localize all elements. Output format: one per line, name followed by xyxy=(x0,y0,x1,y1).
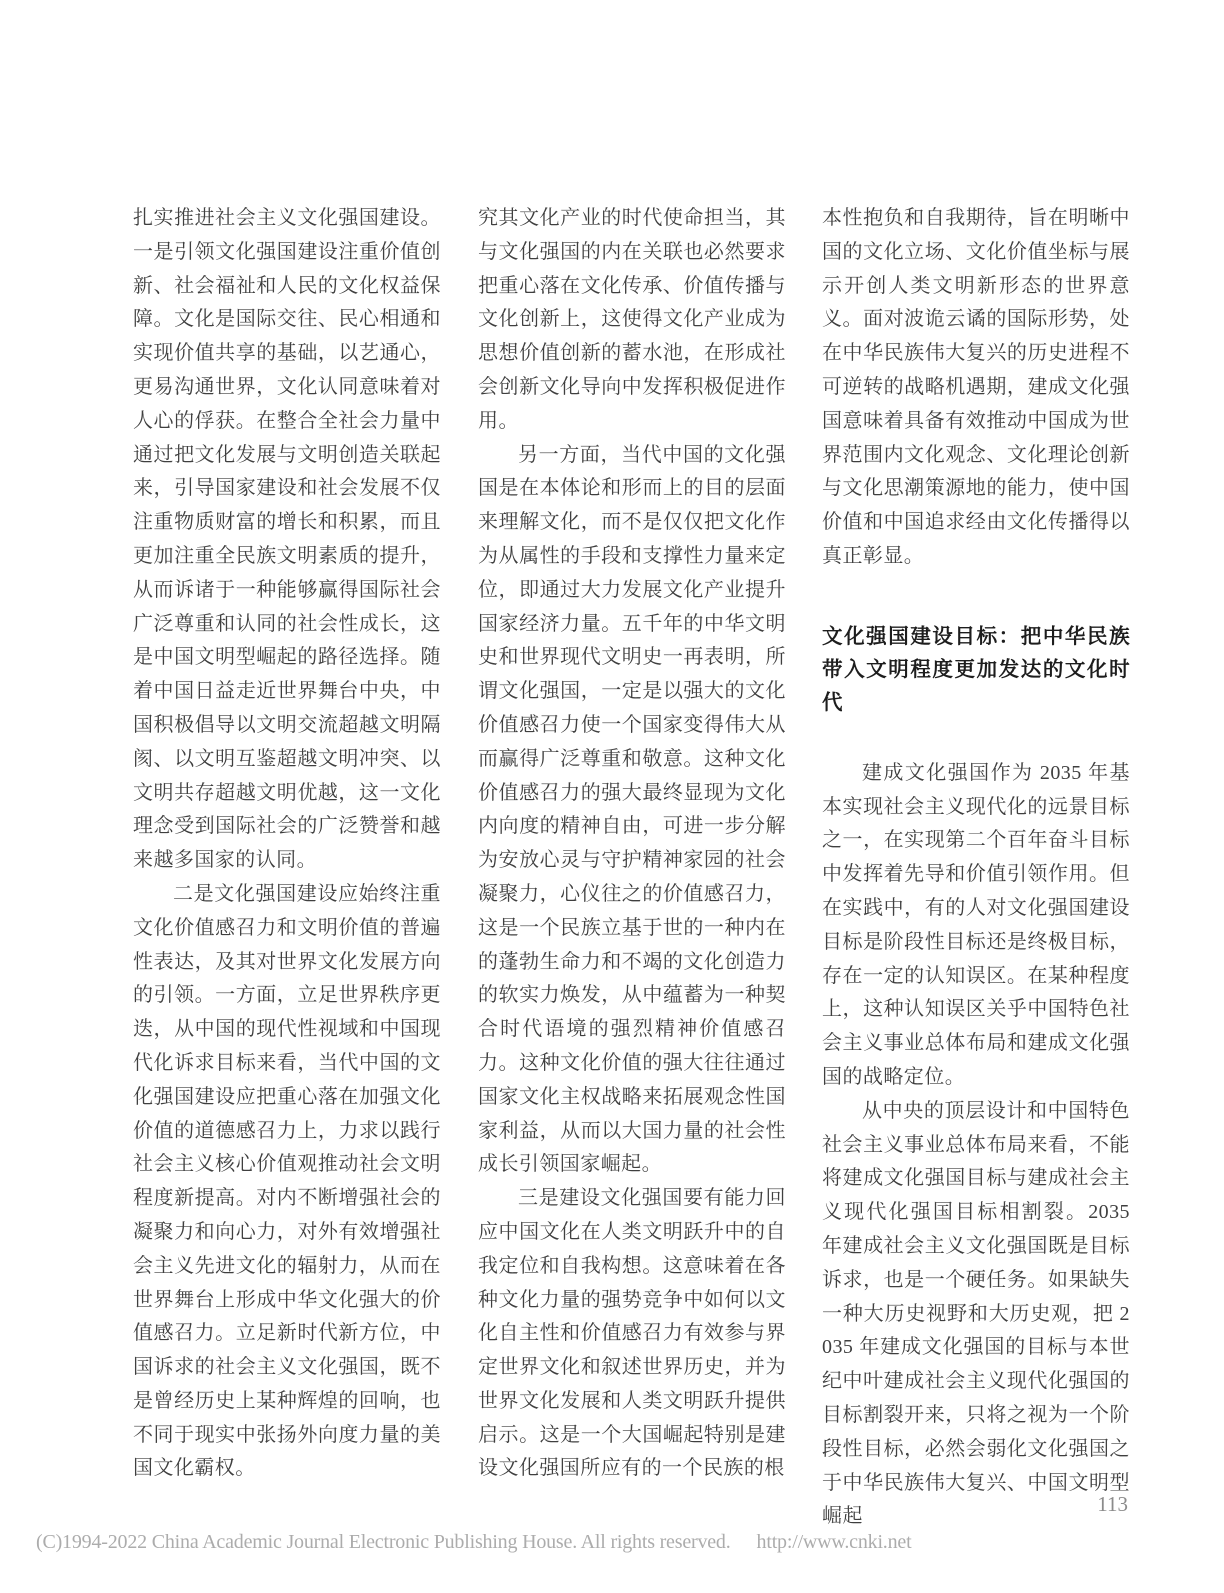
paragraph: 二是文化强国建设应始终注重文化价值感召力和文明价值的普遍性表达，及其对世界文化发展方向的引领。一方面，立足世界秩序更迭，从中国的现代性视域和中国现代化诉求目标来看，当代中国的文化强国建设应把重心落在加强文化价值的道德感召力上，力求以践行社会主义核心价值观推动社会文明程度新提高。对内不断增强社会的凝聚力和向心力，对外有效增强社会主义先进文化的辐射力，从而在世界舞台上形成中华文化强大的价值感召力。立足新时代新方位，中国诉求的社会主义文化强国，既不是曾经历史上某种辉煌的回响，也不同于现实中张扬外向度力量的美国文化霸权。 xyxy=(133,882,441,1480)
text-column-1 xyxy=(133,202,441,1486)
footer-copyright: (C)1994-2022 China Academic Journal Electronic Publishing House. All rights reserved. xyxy=(36,1531,731,1553)
text-column-2 xyxy=(478,202,786,1486)
paragraph: 三是建设文化强国要有能力回应中国文化在人类文明跃升中的自我定位和自我构想。这意味着在各种文化力量的强势竞争中如何以文化自主性和价值感召力有效参与界定世界文化和叙述世界历史，并为世界文化发展和人类文明跃升提供启示。这是一个大国崛起特别是建设文化强国所应有的一个民族的根 xyxy=(478,1187,786,1480)
footer xyxy=(36,1531,1186,1554)
section-heading: 文化强国建设目标：把中华民族带入文明程度更加发达的文化时代 xyxy=(822,624,1130,714)
text-column-3 xyxy=(822,202,1130,1534)
paragraph: 本性抱负和自我期待，旨在明晰中国的文化立场、文化价值坐标与展示开创人类文明新形态的世界意义。面对波诡云谲的国际形势，处在中华民族伟大复兴的历史进程不可逆转的战略机遇期，建成文化强国意味着具备有效推动中国成为世界范围内文化观念、文化理论创新与文化思潮策源地的能力，使中国价值和中国追求经由文化传播得以真正彰显。 xyxy=(822,207,1130,567)
paragraph: 究其文化产业的时代使命担当，其与文化强国的内在关联也必然要求把重心落在文化传承、价值传播与文化创新上，这使得文化产业成为思想价值创新的蓄水池，在形成社会创新文化导向中发挥积极促进作用。 xyxy=(478,207,786,432)
paragraph: 从中央的顶层设计和中国特色社会主义事业总体布局来看，不能将建成文化强国目标与建成社会主义现代化强国目标相割裂。2035 年建成社会主义文化强国既是目标诉求，也是一个硬任务。如果缺失一种大历史视野和大历史观，把 2035 年建成文化强国的目标与本世纪中叶建成社会主义现代化强国的目标割裂开来，只将之视为一个阶段性目标，必然会弱化文化强国之于中华民族伟大复兴、中国文明型崛起 xyxy=(822,1099,1130,1528)
footer-url: http://www.cnki.net xyxy=(756,1531,912,1553)
paragraph: 建成文化强国作为 2035 年基本实现社会主义现代化的远景目标之一，在实现第二个百年奋斗目标中发挥着先导和价值引领作用。但在实践中，有的人对文化强国建设目标是阶段性目标还是终极目标，存在一定的认知误区。在某种程度上，这种认知误区关乎中国特色社会主义事业总体布局和建成文化强国的战略定位。 xyxy=(822,761,1130,1088)
paragraph: 另一方面，当代中国的文化强国是在本体论和形而上的目的层面来理解文化，而不是仅仅把文化作为从属性的手段和支撑性力量来定位，即通过大力发展文化产业提升国家经济力量。五千年的中华文明史和世界现代文明史一再表明，所谓文化强国，一定是以强大的文化价值感召力使一个国家变得伟大从而赢得广泛尊重和敬意。这种文化价值感召力的强大最终显现为文化内向度的精神自由，可进一步分解为安放心灵与守护精神家园的社会凝聚力，心仪往之的价值感召力，这是一个民族立基于世的一种内在的蓬勃生命力和不竭的文化创造力的软实力焕发，从中蕴蓄为一种契合时代语境的强烈精神价值感召力。这种文化价值的强大往往通过国家文化主权战略来拓展观念性国家利益，从而以大国力量的社会性成长引领国家崛起。 xyxy=(478,443,786,1176)
paragraph: 扎实推进社会主义文化强国建设。一是引领文化强国建设注重价值创新、社会福祉和人民的文化权益保障。文化是国际交往、民心相通和实现价值共享的基础，以艺通心，更易沟通世界，文化认同意味着对人心的俘获。在整合全社会力量中通过把文化发展与文明创造关联起来，引导国家建设和社会发展不仅注重物质财富的增长和积累，而且更加注重全民族文明素质的提升，从而诉诸于一种能够赢得国际社会广泛尊重和认同的社会性成长，这是中国文明型崛起的路径选择。随着中国日益走近世界舞台中央，中国积极倡导以文明交流超越文明隔阂、以文明互鉴超越文明冲突、以文明共存超越文明优越，这一文化理念受到国际社会的广泛赞誉和越来越多国家的认同。 xyxy=(133,207,441,872)
page-number: 113 xyxy=(1097,1492,1128,1516)
